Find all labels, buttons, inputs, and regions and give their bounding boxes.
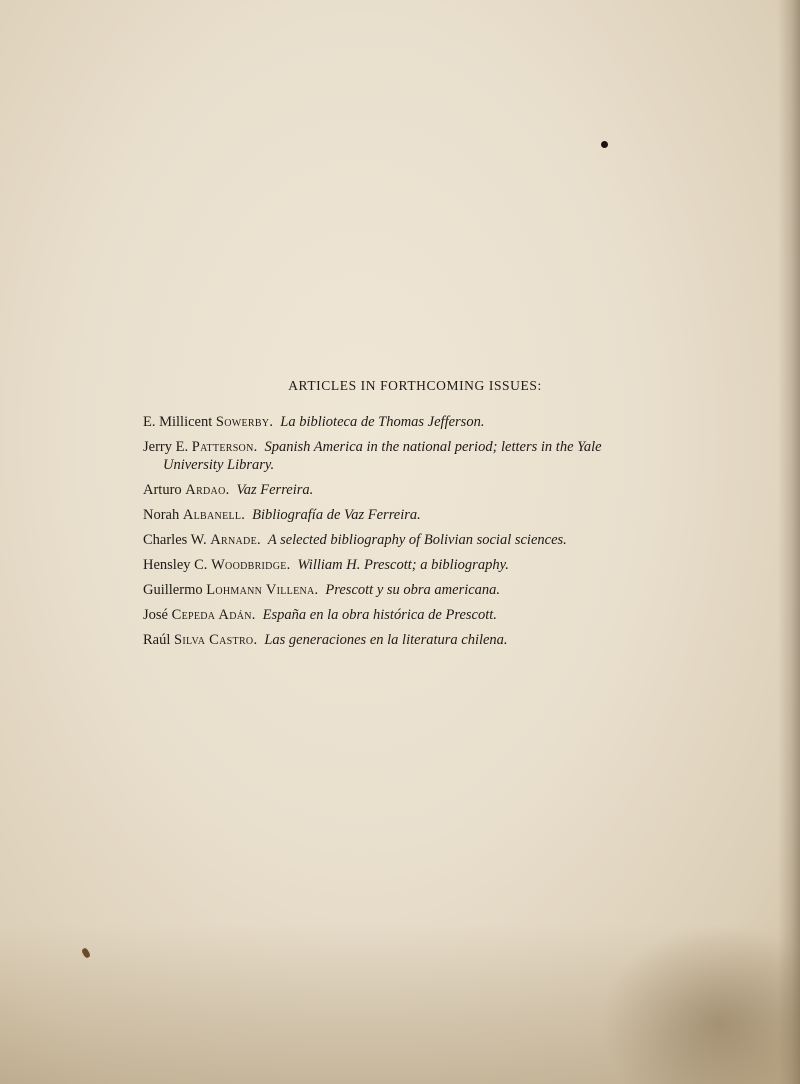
author-first-name: Charles W. [143,532,207,548]
author-first-name: Norah [143,507,180,523]
author-first-name: Raúl [143,632,171,648]
article-title-continued: University Library. [163,457,275,473]
paper-edge-shadow [778,0,800,1084]
list-item: Hensley C. Woodbridge. William H. Prescott; a bibliography. [143,557,509,573]
article-title: La biblioteca de Thomas Jefferson. [280,414,485,430]
article-title: Las generaciones en la literatura chilena. [264,632,508,648]
list-item: Guillermo Lohmann Villena. Prescott y su obra americana. [143,582,501,598]
list-item: Norah Albanell. Bibliografía de Vaz Ferreira. [143,507,421,523]
list-item: Arturo Ardao. Vaz Ferreira. [143,482,314,498]
author-first-name: E. Millicent [143,414,213,430]
list-item: Raúl Silva Castro. Las generaciones en la literatura chilena. [143,632,508,648]
list-item: Jerry E. Patterson. Spanish America in the national period; letters in the Yale University Library. [143,438,713,474]
author-last-name: Patterson [191,439,254,455]
author-first-name: José [143,607,168,623]
article-title: Prescott y su obra americana. [325,582,501,598]
author-first-name: Guillermo [143,582,203,598]
list-item: Charles W. Arnade. A selected bibliography of Bolivian social sciences. [143,532,567,548]
article-title: William H. Prescott; a bibliography. [297,557,509,573]
section-heading: ARTICLES IN FORTHCOMING ISSUES: [288,378,542,393]
author-first-name: Arturo [143,482,182,498]
author-last-name: Silva Castro [174,632,254,648]
list-item: E. Millicent Sowerby. La biblioteca de Thomas Jefferson. [143,414,485,430]
article-title: A selected bibliography of Bolivian social sciences. [267,532,567,548]
article-title: Vaz Ferreira. [236,482,314,498]
author-last-name: Woodbridge [211,557,287,573]
list-item: José Cepeda Adán. España en la obra histórica de Prescott. [143,607,497,623]
article-title: Spanish America in the national period; letters in the Yale [264,439,602,455]
author-first-name: Hensley C. [143,557,208,573]
author-last-name: Cepeda Adán [171,607,252,623]
author-first-name: Jerry E. [143,439,189,455]
ink-spot [601,141,608,148]
forthcoming-articles-list [143,413,713,656]
author-last-name: Lohmann Villena [206,582,315,598]
article-title: Bibliografía de Vaz Ferreira. [252,507,421,523]
author-last-name: Albanell [182,507,242,523]
author-last-name: Sowerby [215,414,270,430]
author-last-name: Arnade [210,532,257,548]
author-last-name: Ardao [185,482,226,498]
article-title: España en la obra histórica de Prescott. [262,607,497,623]
